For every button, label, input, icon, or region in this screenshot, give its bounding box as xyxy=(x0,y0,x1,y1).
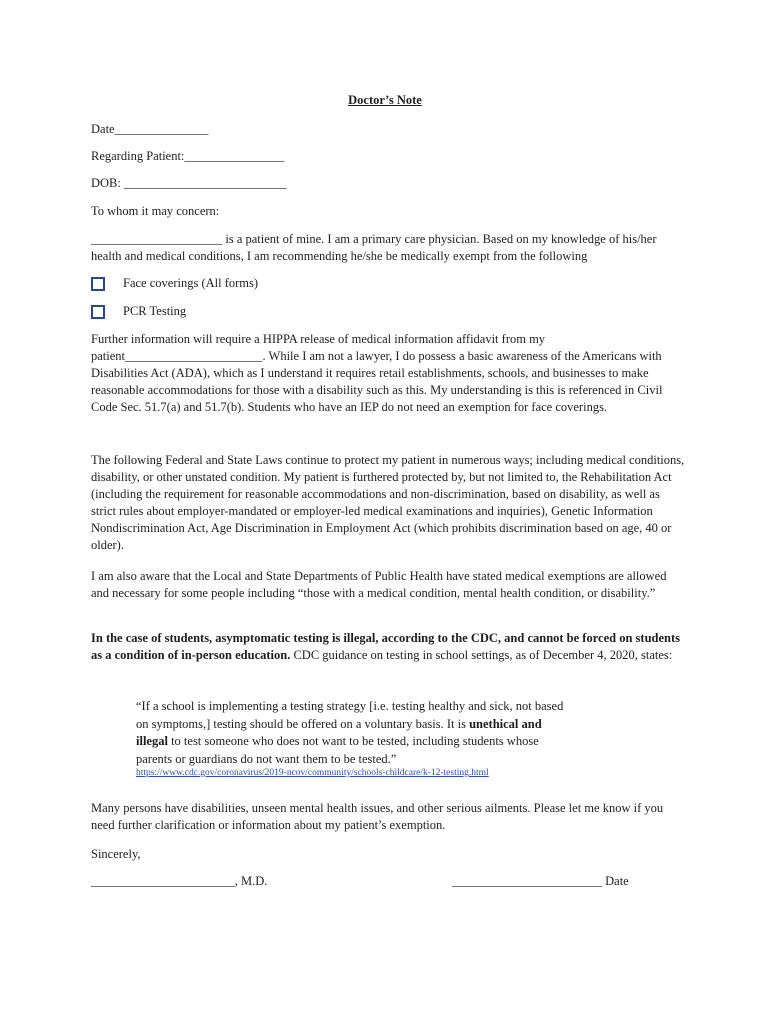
face-coverings-label: Face coverings (All forms) xyxy=(123,276,259,290)
students-bold-text: In the case of students, asymptomatic testing is illegal, according to the CDC, and cannot be forced on students as a condition of in-person education. xyxy=(91,631,681,662)
students-rest-text: CDC guidance on testing in school settings, as of December 4, 2020, states: xyxy=(290,648,673,662)
signature-date-field[interactable]: ________________________ Date xyxy=(452,874,629,888)
cdc-quote xyxy=(136,698,576,768)
paragraph-public-health: I am also aware that the Local and State Departments of Public Health have stated medical exemptions are allowed and necessary for some people including “those with a medical condition, mental health condition, or disability.” xyxy=(91,569,667,600)
paragraph-laws: The following Federal and State Laws continue to protect my patient in numerous ways; including medical conditions, disability, or other unstated condition. My patient is furthered protected by, but not limited to, the Rehabilitation Act (including the requirement for reasonable accommodations and non-discrimination, based on disability, as well as strict rules about employer-mandated or employer-led medical examinations and inquiries), Genetic Information Nondiscrimination Act, Age Discrimination in Employment Act (which prohibits discrimination based on age, 40 or older). xyxy=(91,453,685,552)
page-title: Doctor’s Note xyxy=(348,93,422,107)
patient-field[interactable]: Regarding Patient:________________ xyxy=(91,149,285,163)
quote-start: “If a school is implementing a testing strategy [i.e. testing healthy and sick, not based on symptoms,] testing should be offered on a voluntary basis. It is xyxy=(136,699,564,731)
paragraph-students xyxy=(91,630,686,664)
paragraph-closing: Many persons have disabilities, unseen mental health issues, and other serious ailments. Please let me know if you need further clarification or information about my patient’s exemption. xyxy=(91,801,664,832)
dob-field[interactable]: DOB: __________________________ xyxy=(91,176,287,190)
quote-end: to test someone who does not want to be tested, including students whose parents or guardians do not want them to be tested.” xyxy=(136,734,539,766)
date-field[interactable]: Date_______________ xyxy=(91,122,209,136)
cdc-link[interactable]: https://www.cdc.gov/coronavirus/2019-ncov/community/schools-childcare/k-12-testing.html xyxy=(136,768,489,778)
pcr-testing-label: PCR Testing xyxy=(123,304,187,318)
quote-bold: unethical and illegal xyxy=(136,716,542,748)
paragraph-ada: Further information will require a HIPPA release of medical information affidavit from my patient______________________. While I am not a lawyer, I do possess a basic awareness of the Americans with Disabilities Act (ADA), which as I understand it requires retail establishments, schools, and businesses to make reasonable accommodations for those with a disability such as this. My understanding is this is referenced in Civil Code Sec. 51.7(a) and 51.7(b). Students who have an IEP do not need an exemption for face coverings. xyxy=(91,332,663,414)
intro-paragraph: _____________________ is a patient of mine. I am a primary care physician. Based on my knowledge of his/her health and medical conditions, I am recommending he/she be medically exempt from the following xyxy=(91,232,657,263)
sincerely-text: Sincerely, xyxy=(91,847,141,861)
face-coverings-checkbox[interactable] xyxy=(91,277,105,291)
signature-field[interactable]: _______________________, M.D. xyxy=(91,874,268,888)
salutation: To whom it may concern: xyxy=(91,204,220,218)
pcr-testing-checkbox[interactable] xyxy=(91,305,105,319)
